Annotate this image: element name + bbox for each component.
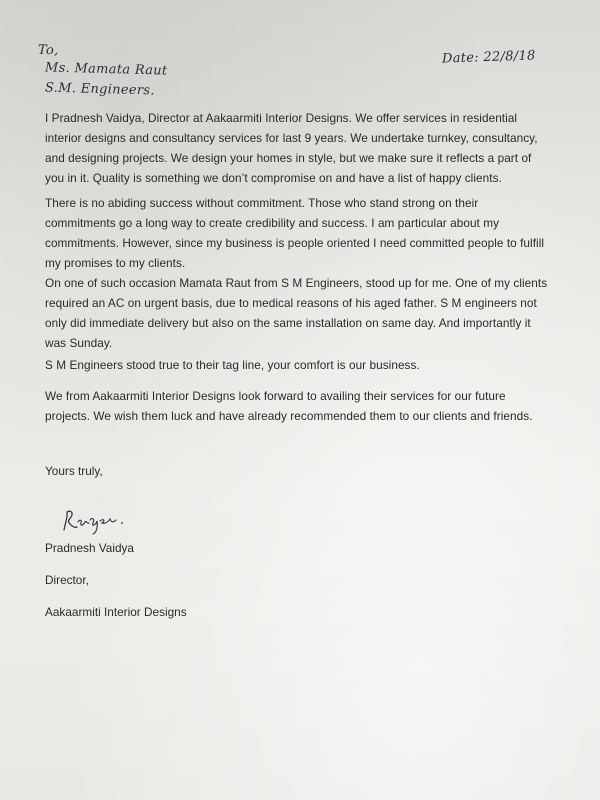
text-line: commitments. However, since my business is people oriented I need committed people to fulfill	[45, 236, 545, 250]
closing-salutation: Yours truly,	[45, 464, 103, 478]
signer-company: Aakaarmiti Interior Designs	[45, 605, 187, 619]
text-line: was Sunday.	[45, 336, 113, 350]
text-line: and designing projects. We design your homes in style, but we make sure it reflects a part of	[45, 151, 532, 165]
paragraph-intro	[45, 108, 555, 188]
text-line: commitments go a long way to create credibility and success. I am particular about my	[45, 216, 500, 230]
to-label: To,	[37, 42, 59, 59]
signature-image	[58, 506, 148, 538]
text-line: There is no abiding success without commitment. Those who stand strong on their	[45, 196, 479, 210]
text-line: On one of such occasion Mamata Raut from S M Engineers, stood up for me. One of my clients	[45, 276, 548, 290]
recipient-name: Ms. Mamata Raut	[44, 60, 168, 79]
paragraph-future	[45, 386, 555, 426]
text-line: interior designs and consultancy services for last 9 years. We undertake turnkey, consultancy,	[45, 131, 538, 145]
paragraph-tagline	[45, 355, 555, 375]
text-line: my promises to my clients.	[45, 256, 186, 270]
text-line: only did immediate delivery but also on the same installation on same day. And importantly it	[45, 316, 531, 330]
letter-date: Date: 22/8/18	[441, 48, 536, 67]
paragraph-occasion	[45, 273, 555, 353]
handwritten-signature	[58, 506, 148, 538]
text-line: We from Aakaarmiti Interior Designs look forward to availing their services for our future	[45, 389, 506, 403]
recipient-company: S.M. Engineers.	[44, 80, 155, 99]
text-line: you in it. Quality is something we don’t compromise on and have a list of happy clients.	[45, 171, 502, 185]
text-line: projects. We wish them luck and have already recommended them to our clients and friends.	[45, 409, 533, 423]
text-line: S M Engineers stood true to their tag line, your comfort is our business.	[45, 358, 420, 372]
text-line: I Pradnesh Vaidya, Director at Aakaarmiti Interior Designs. We offer services in residential	[45, 111, 518, 125]
text-line: required an AC on urgent basis, due to medical reasons of his aged father. S M engineers not	[45, 296, 537, 310]
signer-name: Pradnesh Vaidya	[45, 541, 134, 555]
paragraph-commitment	[45, 193, 555, 273]
signer-title: Director,	[45, 573, 89, 587]
